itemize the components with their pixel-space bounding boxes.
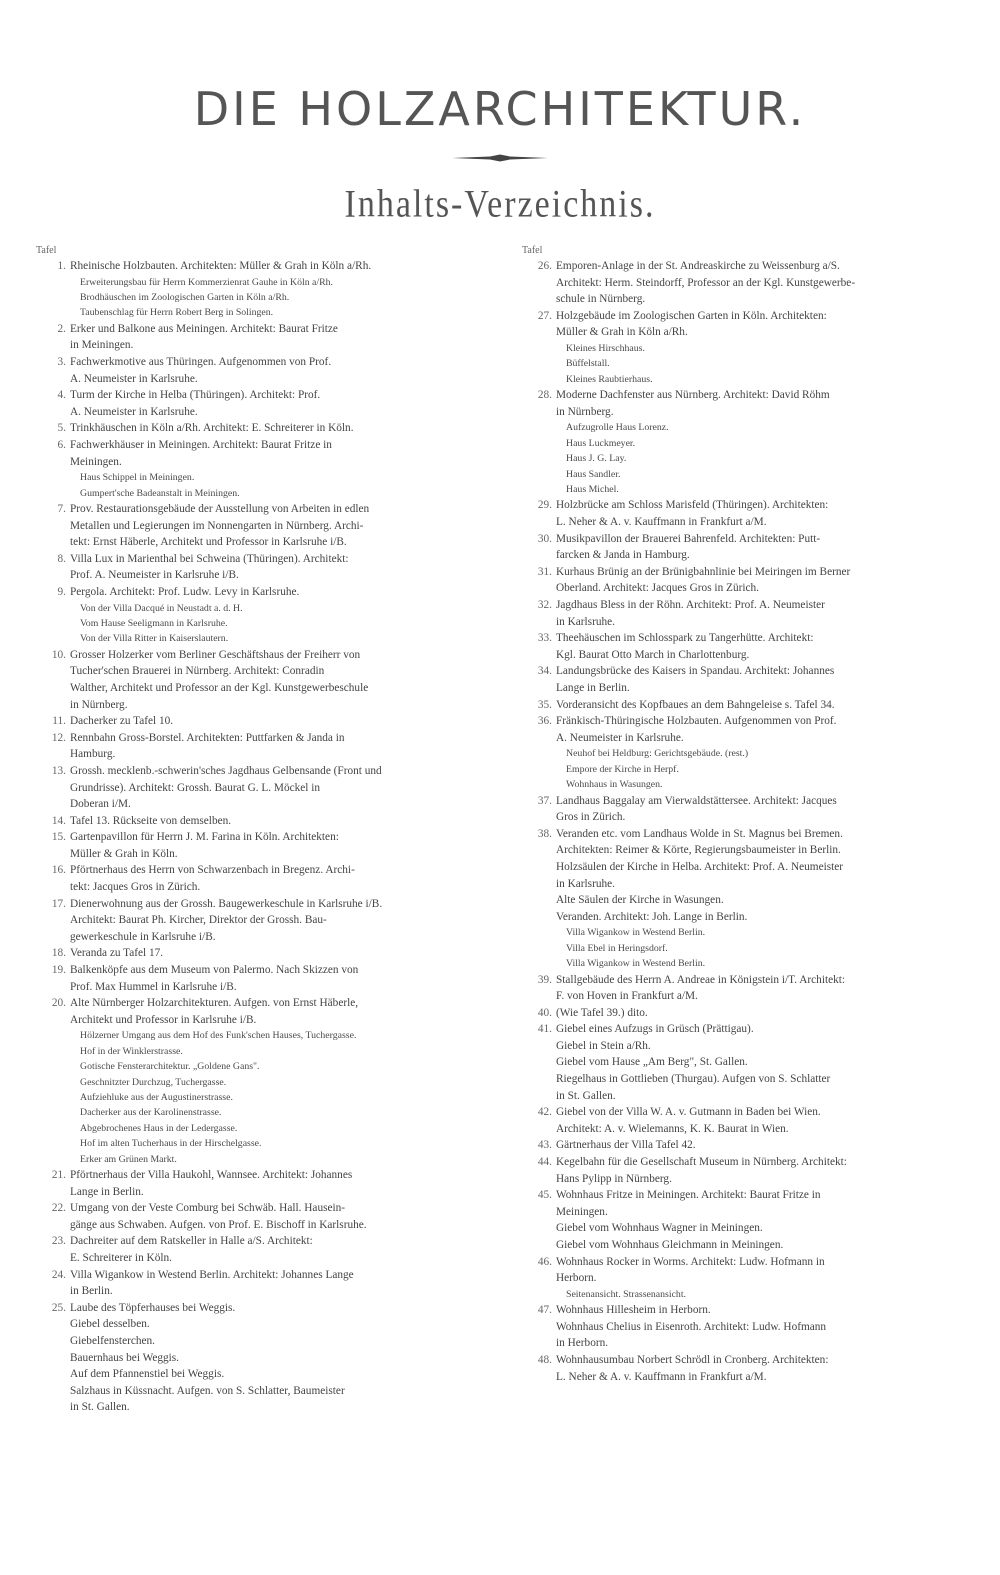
toc-entry xyxy=(36,258,462,275)
plate-number: 9. xyxy=(57,585,66,598)
entry-text: Prov. Restaurationsgebäude der Ausstellung von Arbeiten in edlen xyxy=(70,502,370,515)
entry-continuation: E. Schreiterer in Köln. xyxy=(70,1252,172,1265)
entry-text: Balkenköpfe aus dem Museum von Palermo. Nach Skizzen von xyxy=(70,964,359,977)
entry-continuation: A. Neumeister in Karlsruhe. xyxy=(556,731,684,744)
sub-entry: Abgebrochenes Haus in der Ledergasse. xyxy=(80,1122,238,1134)
entry-text: Emporen-Anlage in der St. Andreaskirche zu Weissenburg a/S. xyxy=(556,260,840,272)
plate-number: 33. xyxy=(537,632,552,645)
sub-entry: Brodhäuschen im Zoologischen Garten in Köln a/Rh. xyxy=(80,292,290,303)
entry-continuation: Auf dem Pfannenstiel bei Weggis. xyxy=(70,1368,225,1381)
entry-text: Veranden etc. vom Landhaus Wolde in St. Magnus bei Bremen. xyxy=(556,827,843,840)
toc-entry xyxy=(522,1254,958,1271)
entry-continuation: Giebel vom Hause „Am Berg", St. Gallen. xyxy=(556,1056,748,1069)
entry-continuation: L. Neher & A. v. Kauffmann in Frankfurt a/M. xyxy=(556,1370,767,1383)
entry-continuation: in Karlsruhe. xyxy=(556,877,615,890)
entry-text: Rheinische Holzbauten. Architekten: Müller & Grah in Köln a/Rh. xyxy=(70,260,372,272)
plate-number: 22. xyxy=(51,1202,66,1215)
toc-entry xyxy=(36,647,462,664)
sub-entry: Geschnitzter Durchzug, Tuchergasse. xyxy=(80,1076,227,1088)
sub-entry: Wohnhaus in Wasungen. xyxy=(566,779,663,791)
entry-continuation: Riegelhaus in Gottlieben (Thurgau). Aufgen von S. Schlatter xyxy=(556,1073,831,1086)
plate-number: 12. xyxy=(51,731,66,744)
entry-text: Landhaus Baggalay am Vierwaldstättersee. Architekt: Jacques xyxy=(556,794,837,807)
plate-number: 29. xyxy=(537,499,552,512)
entry-text: Wohnhaus Hillesheim in Herborn. xyxy=(556,1304,711,1317)
plate-number: 34. xyxy=(537,665,552,678)
entry-text: Wohnhaus Rocker in Worms. Architekt: Ludw. Hofmann in xyxy=(556,1255,825,1268)
plate-number: 32. xyxy=(537,598,552,611)
entry-text: Gärtnerhaus der Villa Tafel 42. xyxy=(556,1139,696,1152)
sub-entry: Gumpert'sche Badeanstalt in Meiningen. xyxy=(80,487,240,499)
sub-entry: Von der Villa Ritter in Kaiserslautern. xyxy=(80,633,229,645)
entry-continuation: Doberan i/M. xyxy=(70,798,131,811)
entry-text: Veranda zu Tafel 17. xyxy=(70,947,164,960)
plate-number: 27. xyxy=(537,309,552,322)
sub-entry: Kleines Raubtierhaus. xyxy=(566,373,653,385)
entry-continuation: in Berlin. xyxy=(70,1285,113,1298)
sub-entry: Hof in der Winklerstrasse. xyxy=(80,1045,183,1057)
entry-continuation: Meiningen. xyxy=(70,455,122,468)
toc-entry xyxy=(522,597,958,614)
sub-entry: Dacherker aus der Karolinenstrasse. xyxy=(80,1107,222,1119)
sub-entry: Villa Ebel in Heringsdorf. xyxy=(566,942,668,954)
entry-text: Tafel 13. Rückseite von demselben. xyxy=(70,814,232,827)
toc-entry xyxy=(36,713,462,730)
entry-text: Villa Wigankow in Westend Berlin. Architekt: Johannes Lange xyxy=(70,1268,354,1281)
plate-number: 41. xyxy=(537,1023,552,1036)
entry-text: Trinkhäuschen in Köln a/Rh. Architekt: E. Schreiterer in Köln. xyxy=(70,422,354,435)
entry-continuation: Giebel in Stein a/Rh. xyxy=(556,1039,651,1052)
toc-entry xyxy=(36,321,462,338)
toc-entry xyxy=(522,1302,958,1319)
plate-number: 28. xyxy=(537,389,552,402)
entry-continuation: Oberland. Architekt: Jacques Gros in Zürich. xyxy=(556,582,759,595)
plate-number: 40. xyxy=(537,1006,552,1019)
entry-text: Stallgebäude des Herrn A. Andreae in Königstein i/T. Architekt: xyxy=(556,973,846,986)
toc-entry xyxy=(522,1021,958,1038)
plate-number: 36. xyxy=(537,715,552,728)
contents-column-left xyxy=(36,244,462,1416)
sub-entry: Villa Wigankow in Westend Berlin. xyxy=(566,958,706,970)
entry-continuation: in Nürnberg. xyxy=(70,698,128,711)
entry-text: Wohnhaus Fritze in Meiningen. Architekt: Baurat Fritze in xyxy=(556,1189,821,1202)
sub-entry: Kleines Hirschhaus. xyxy=(566,342,645,354)
entry-continuation: A. Neumeister in Karlsruhe. xyxy=(70,372,198,385)
entry-text: Alte Nürnberger Holzarchitekturen. Aufgen. von Ernst Häberle, xyxy=(70,997,359,1010)
entry-continuation: Holzsäulen der Kirche in Helba. Architekt: Prof. A. Neumeister xyxy=(556,860,844,873)
column-label: Tafel xyxy=(522,245,543,256)
plate-number: 43. xyxy=(537,1139,552,1152)
entry-continuation: Architekt und Professor in Karlsruhe i/B. xyxy=(70,1013,257,1026)
toc-entry xyxy=(522,1352,958,1369)
entry-text: Landungsbrücke des Kaisers in Spandau. Architekt: Johannes xyxy=(556,665,835,678)
entry-text: Giebel von der Villa W. A. v. Gutmann in Baden bei Wien. xyxy=(556,1106,821,1119)
toc-entry xyxy=(36,420,462,437)
plate-number: 16. xyxy=(51,864,66,877)
entry-continuation: Alte Säulen der Kirche in Wasungen. xyxy=(556,894,724,907)
entry-continuation: F. von Hoven in Frankfurt a/M. xyxy=(556,990,698,1003)
sub-entry: Taubenschlag für Herrn Robert Berg in Solingen. xyxy=(80,307,274,319)
toc-entry xyxy=(522,258,958,275)
plate-number: 24. xyxy=(51,1268,66,1281)
sub-entry: Haus J. G. Lay. xyxy=(566,453,627,465)
entry-continuation: A. Neumeister in Karlsruhe. xyxy=(70,405,198,418)
toc-entry xyxy=(36,551,462,568)
plate-number: 17. xyxy=(51,897,66,910)
entry-continuation: Veranden. Architekt: Joh. Lange in Berlin. xyxy=(556,910,748,923)
entry-text: Pförtnerhaus des Herrn von Schwarzenbach in Bregenz. Archi- xyxy=(70,864,355,877)
entry-continuation: farcken & Janda in Hamburg. xyxy=(556,549,690,562)
toc-entry xyxy=(36,501,462,518)
toc-entry xyxy=(522,630,958,647)
sub-entry: Haus Schippel in Meiningen. xyxy=(80,472,195,484)
toc-entry xyxy=(36,1267,462,1284)
entry-text: (Wie Tafel 39.) dito. xyxy=(556,1006,648,1019)
plate-number: 18. xyxy=(51,947,66,960)
column-label: Tafel xyxy=(36,245,57,256)
entry-text: Turm der Kirche in Helba (Thüringen). Architekt: Prof. xyxy=(70,389,321,402)
sub-entry: Villa Wigankow in Westend Berlin. xyxy=(566,927,706,939)
entry-continuation: Müller & Grah in Köln. xyxy=(70,847,178,860)
plate-number: 11. xyxy=(52,715,66,728)
toc-entry xyxy=(522,972,958,989)
plate-number: 39. xyxy=(537,973,552,986)
entry-text: Laube des Töpferhauses bei Weggis. xyxy=(70,1301,236,1314)
entry-continuation: in Nürnberg. xyxy=(556,405,614,418)
toc-entry xyxy=(36,354,462,371)
entry-text: Fachwerkmotive aus Thüringen. Aufgenommen von Prof. xyxy=(70,356,332,368)
contents-column-right xyxy=(522,244,958,1385)
entry-continuation: Salzhaus in Küssnacht. Aufgen. von S. Schlatter, Baumeister xyxy=(70,1384,345,1397)
toc-entry xyxy=(522,1104,958,1121)
toc-entry xyxy=(522,564,958,581)
entry-continuation: schule in Nürnberg. xyxy=(556,293,646,306)
toc-entry xyxy=(36,1233,462,1250)
toc-entry xyxy=(36,763,462,780)
toc-entry xyxy=(36,1300,462,1317)
plate-number: 7. xyxy=(57,502,66,515)
toc-entry xyxy=(36,995,462,1012)
entry-text: Giebel eines Aufzugs in Grüsch (Prättigau). xyxy=(556,1023,754,1036)
sub-entry: Aufzugrolle Haus Lorenz. xyxy=(566,422,669,434)
toc-entry xyxy=(522,793,958,810)
toc-entry xyxy=(36,962,462,979)
entry-text: Rennbahn Gross-Borstel. Architekten: Puttfarken & Janda in xyxy=(70,731,345,744)
entry-continuation: Kgl. Baurat Otto March in Charlottenburg. xyxy=(556,648,750,661)
sub-entry: Hof im alten Tucherhaus in der Hirschelgasse. xyxy=(80,1138,262,1150)
entry-continuation: Giebel vom Wohnhaus Wagner in Meiningen. xyxy=(556,1222,763,1235)
entry-continuation: Hamburg. xyxy=(70,748,116,761)
entry-text: Dachreiter auf dem Ratskeller in Halle a/S. Architekt: xyxy=(70,1235,313,1248)
entry-continuation: Architekt: Baurat Ph. Kircher, Direktor der Grossh. Bau- xyxy=(70,914,327,927)
toc-entry xyxy=(36,829,462,846)
entry-continuation: tekt: Jacques Gros in Zürich. xyxy=(70,881,201,894)
sub-entry: Haus Michel. xyxy=(566,484,619,495)
entry-text: Dacherker zu Tafel 10. xyxy=(70,715,174,728)
sub-entry: Büffelstall. xyxy=(566,358,610,370)
entry-text: Theehäuschen im Schlosspark zu Tangerhütte. Architekt: xyxy=(556,632,814,645)
toc-entry xyxy=(522,1005,958,1022)
toc-entry xyxy=(522,713,958,730)
plate-number: 45. xyxy=(537,1189,552,1202)
toc-entry xyxy=(522,531,958,548)
plate-number: 20. xyxy=(51,997,66,1010)
entry-continuation: Architekt: A. v. Wielemanns, K. K. Baurat in Wien. xyxy=(556,1122,789,1135)
entry-continuation: L. Neher & A. v. Kauffmann in Frankfurt a/M. xyxy=(556,516,767,528)
plate-number: 26. xyxy=(537,260,552,272)
entry-text: Moderne Dachfenster aus Nürnberg. Architekt: David Röhm xyxy=(556,389,830,402)
plate-number: 47. xyxy=(537,1304,552,1317)
plate-number: 44. xyxy=(537,1156,552,1169)
entry-continuation: gewerkeschule in Karlsruhe i/B. xyxy=(70,930,216,943)
entry-text: Dienerwohnung aus der Grossh. Baugewerkeschule in Karlsruhe i/B. xyxy=(70,897,383,910)
entry-text: Holzbrücke am Schloss Marisfeld (Thüringen). Architekten: xyxy=(556,499,829,512)
plate-number: 19. xyxy=(51,964,66,977)
toc-entry xyxy=(36,584,462,601)
plate-number: 2. xyxy=(57,322,66,335)
entry-continuation: Meiningen. xyxy=(556,1205,608,1218)
toc-entry xyxy=(36,813,462,830)
sub-entry: Von der Villa Dacqué in Neustadt a. d. H. xyxy=(80,602,243,614)
title-ornament xyxy=(450,154,550,162)
plate-number: 13. xyxy=(51,764,66,777)
entry-text: Umgang von der Veste Comburg bei Schwäb. Hall. Hausein- xyxy=(70,1202,346,1215)
entry-continuation: in Herborn. xyxy=(556,1337,609,1350)
entry-continuation: Architekten: Reimer & Körte, Regierungsbaumeister in Berlin. xyxy=(556,844,841,857)
entry-continuation: Giebel vom Wohnhaus Gleichmann in Meiningen. xyxy=(556,1239,784,1251)
toc-entry xyxy=(36,437,462,454)
sub-entry: Vom Hause Seeligmann in Karlsruhe. xyxy=(80,617,228,629)
entry-continuation: Prof. Max Hummel in Karlsruhe i/B. xyxy=(70,980,237,993)
entry-continuation: gänge aus Schwaben. Aufgen. von Prof. E. Bischoff in Karlsruhe. xyxy=(70,1218,367,1231)
toc-entry xyxy=(522,1137,958,1154)
toc-entry xyxy=(522,387,958,404)
entry-continuation: Lange in Berlin. xyxy=(70,1185,144,1198)
entry-text: Erker und Balkone aus Meiningen. Architekt: Baurat Fritze xyxy=(70,322,338,335)
entry-text: Grosser Holzerker vom Berliner Geschäftshaus der Freiherr von xyxy=(70,648,361,661)
sub-entry: Seitenansicht. Strassenansicht. xyxy=(566,1288,686,1300)
entry-text: Grossh. mecklenb.-schwerin'sches Jagdhaus Gelbensande (Front und xyxy=(70,764,382,777)
entry-text: Villa Lux in Marienthal bei Schweina (Thüringen). Architekt: xyxy=(70,552,349,565)
toc-entry xyxy=(522,497,958,514)
entry-continuation: Walther, Architekt und Professor an der Kgl. Kunstgewerbeschule xyxy=(70,681,369,694)
plate-number: 3. xyxy=(57,356,66,368)
toc-entry xyxy=(522,308,958,325)
plate-number: 5. xyxy=(57,422,66,435)
entry-text: Holzgebäude im Zoologischen Garten in Köln. Architekten: xyxy=(556,309,827,322)
entry-text: Jagdhaus Bless in der Röhn. Architekt: Prof. A. Neumeister xyxy=(556,598,825,611)
entry-continuation: Prof. A. Neumeister in Karlsruhe i/B. xyxy=(70,569,239,582)
entry-text: Gartenpavillon für Herrn J. M. Farina in Köln. Architekten: xyxy=(70,831,339,844)
entry-text: Kegelbahn für die Gesellschaft Museum in Nürnberg. Architekt: xyxy=(556,1156,847,1169)
entry-continuation: in St. Gallen. xyxy=(556,1089,616,1102)
page-title: DIE HOLZARCHITEKTUR. xyxy=(193,82,807,136)
entry-continuation: Tucher'schen Brauerei in Nürnberg. Architekt: Conradin xyxy=(70,665,325,678)
entry-continuation: Lange in Berlin. xyxy=(556,681,630,694)
plate-number: 15. xyxy=(51,831,66,844)
sub-entry: Erweiterungsbau für Herrn Kommerzienrat Gauhe in Köln a/Rh. xyxy=(80,276,334,288)
page-subtitle: Inhalts-Verzeichnis. xyxy=(344,183,656,226)
entry-continuation: Wohnhaus Chelius in Eisenroth. Architekt: Ludw. Hofmann xyxy=(556,1320,827,1333)
entry-continuation: tekt: Ernst Häberle, Architekt und Professor in Karlsruhe i/B. xyxy=(70,536,347,549)
plate-number: 42. xyxy=(537,1106,552,1119)
toc-entry xyxy=(36,387,462,404)
plate-number: 10. xyxy=(51,648,66,661)
toc-entry xyxy=(522,697,958,714)
toc-entry xyxy=(522,663,958,680)
sub-entry: Hölzerner Umgang aus dem Hof des Funk'schen Hauses, Tuchergasse. xyxy=(80,1030,357,1042)
entry-continuation: Herborn. xyxy=(556,1272,597,1285)
entry-text: Pergola. Architekt: Prof. Ludw. Levy in Karlsruhe. xyxy=(70,585,300,598)
toc-entry xyxy=(36,896,462,913)
entry-continuation: Gros in Zürich. xyxy=(556,811,626,824)
plate-number: 38. xyxy=(537,827,552,840)
entry-text: Wohnhausumbau Norbert Schrödl in Cronberg. Architekten: xyxy=(556,1353,829,1366)
plate-number: 46. xyxy=(537,1255,552,1268)
plate-number: 6. xyxy=(57,438,66,451)
plate-number: 4. xyxy=(57,389,66,402)
entry-continuation: Giebelfensterchen. xyxy=(70,1335,155,1347)
entry-text: Pförtnerhaus der Villa Haukohl, Wannsee. Architekt: Johannes xyxy=(70,1169,353,1182)
entry-text: Fränkisch-Thüringische Holzbauten. Aufgenommen von Prof. xyxy=(556,715,837,728)
entry-continuation: Bauernhaus bei Weggis. xyxy=(70,1351,180,1364)
toc-entry xyxy=(36,945,462,962)
entry-continuation: Architekt: Herm. Steindorff, Professor an der Kgl. Kunstgewerbe- xyxy=(556,276,856,289)
toc-entry xyxy=(522,826,958,843)
entry-text: Vorderansicht des Kopfbaues an dem Bahngeleise s. Tafel 34. xyxy=(556,698,835,711)
sub-entry: Empore der Kirche in Herpf. xyxy=(566,763,679,775)
toc-entry xyxy=(36,1167,462,1184)
sub-entry: Erker am Grünen Markt. xyxy=(80,1153,177,1165)
toc-entry xyxy=(36,1200,462,1217)
entry-continuation: Grundrisse). Architekt: Grossh. Baurat G. L. Möckel in xyxy=(70,781,321,794)
sub-entry: Haus Sandler. xyxy=(566,468,621,480)
plate-number: 30. xyxy=(537,532,552,545)
entry-text: Musikpavillon der Brauerei Bahrenfeld. Architekten: Putt- xyxy=(556,532,821,545)
sub-entry: Haus Luckmeyer. xyxy=(566,437,636,449)
toc-entry xyxy=(522,1154,958,1171)
entry-continuation: Giebel desselben. xyxy=(70,1318,150,1331)
plate-number: 21. xyxy=(51,1169,66,1182)
entry-continuation: Müller & Grah in Köln a/Rh. xyxy=(556,326,688,339)
entry-continuation: Hans Pylipp in Nürnberg. xyxy=(556,1172,672,1185)
sub-entry: Gotische Fensterarchitektur. „Goldene Gans". xyxy=(80,1061,260,1073)
toc-entry xyxy=(36,862,462,879)
sub-entry: Neuhof bei Heldburg: Gerichtsgebäude. (rest.) xyxy=(566,748,749,760)
plate-number: 14. xyxy=(51,814,66,827)
plate-number: 35. xyxy=(537,698,552,711)
entry-text: Kurhaus Brünig an der Brünigbahnlinie bei Meiringen im Berner xyxy=(556,565,851,578)
toc-entry xyxy=(36,730,462,747)
entry-continuation: in St. Gallen. xyxy=(70,1401,130,1414)
plate-number: 48. xyxy=(537,1353,552,1366)
entry-continuation: in Meiningen. xyxy=(70,339,134,352)
plate-number: 37. xyxy=(537,794,552,807)
entry-continuation: in Karlsruhe. xyxy=(556,615,615,628)
entry-continuation: Metallen und Legierungen im Nonnengarten in Nürnberg. Archi- xyxy=(70,519,364,532)
plate-number: 31. xyxy=(537,565,552,578)
plate-number: 1. xyxy=(57,260,66,272)
entry-text: Fachwerkhäuser in Meiningen. Architekt: Baurat Fritze in xyxy=(70,438,332,451)
toc-entry xyxy=(522,1187,958,1204)
plate-number: 8. xyxy=(57,552,66,565)
plate-number: 25. xyxy=(51,1301,66,1314)
sub-entry: Aufziehluke aus der Augustinerstrasse. xyxy=(80,1092,233,1104)
plate-number: 23. xyxy=(51,1235,66,1248)
